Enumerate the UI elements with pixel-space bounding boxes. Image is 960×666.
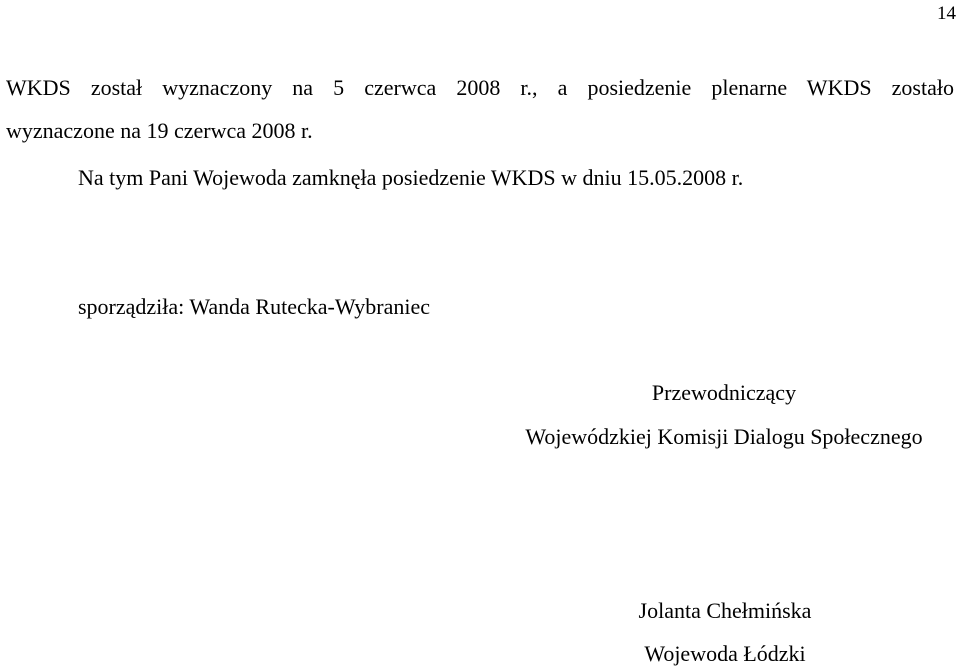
signature-title-line-2: Wojewódzkiej Komisji Dialogu Społecznego bbox=[525, 424, 923, 449]
signatory-name: Jolanta Chełmińska bbox=[638, 598, 812, 623]
signature-title-line-1: Przewodniczący bbox=[651, 380, 797, 405]
paragraph-line-2: wyznaczone na 19 czerwca 2008 r. bbox=[6, 118, 313, 143]
signatory-position: Wojewoda Łódzki bbox=[644, 641, 806, 666]
prepared-by-note: sporządziła: Wanda Rutecka-Wybraniec bbox=[78, 294, 430, 319]
page-number: 14 bbox=[937, 3, 956, 24]
paragraph-line-1: WKDS został wyznaczony na 5 czerwca 2008 r., a posiedzenie plenarne WKDS zostało bbox=[6, 75, 954, 100]
paragraph-line-3: Na tym Pani Wojewoda zamknęła posiedzenie WKDS w dniu 15.05.2008 r. bbox=[78, 165, 744, 190]
